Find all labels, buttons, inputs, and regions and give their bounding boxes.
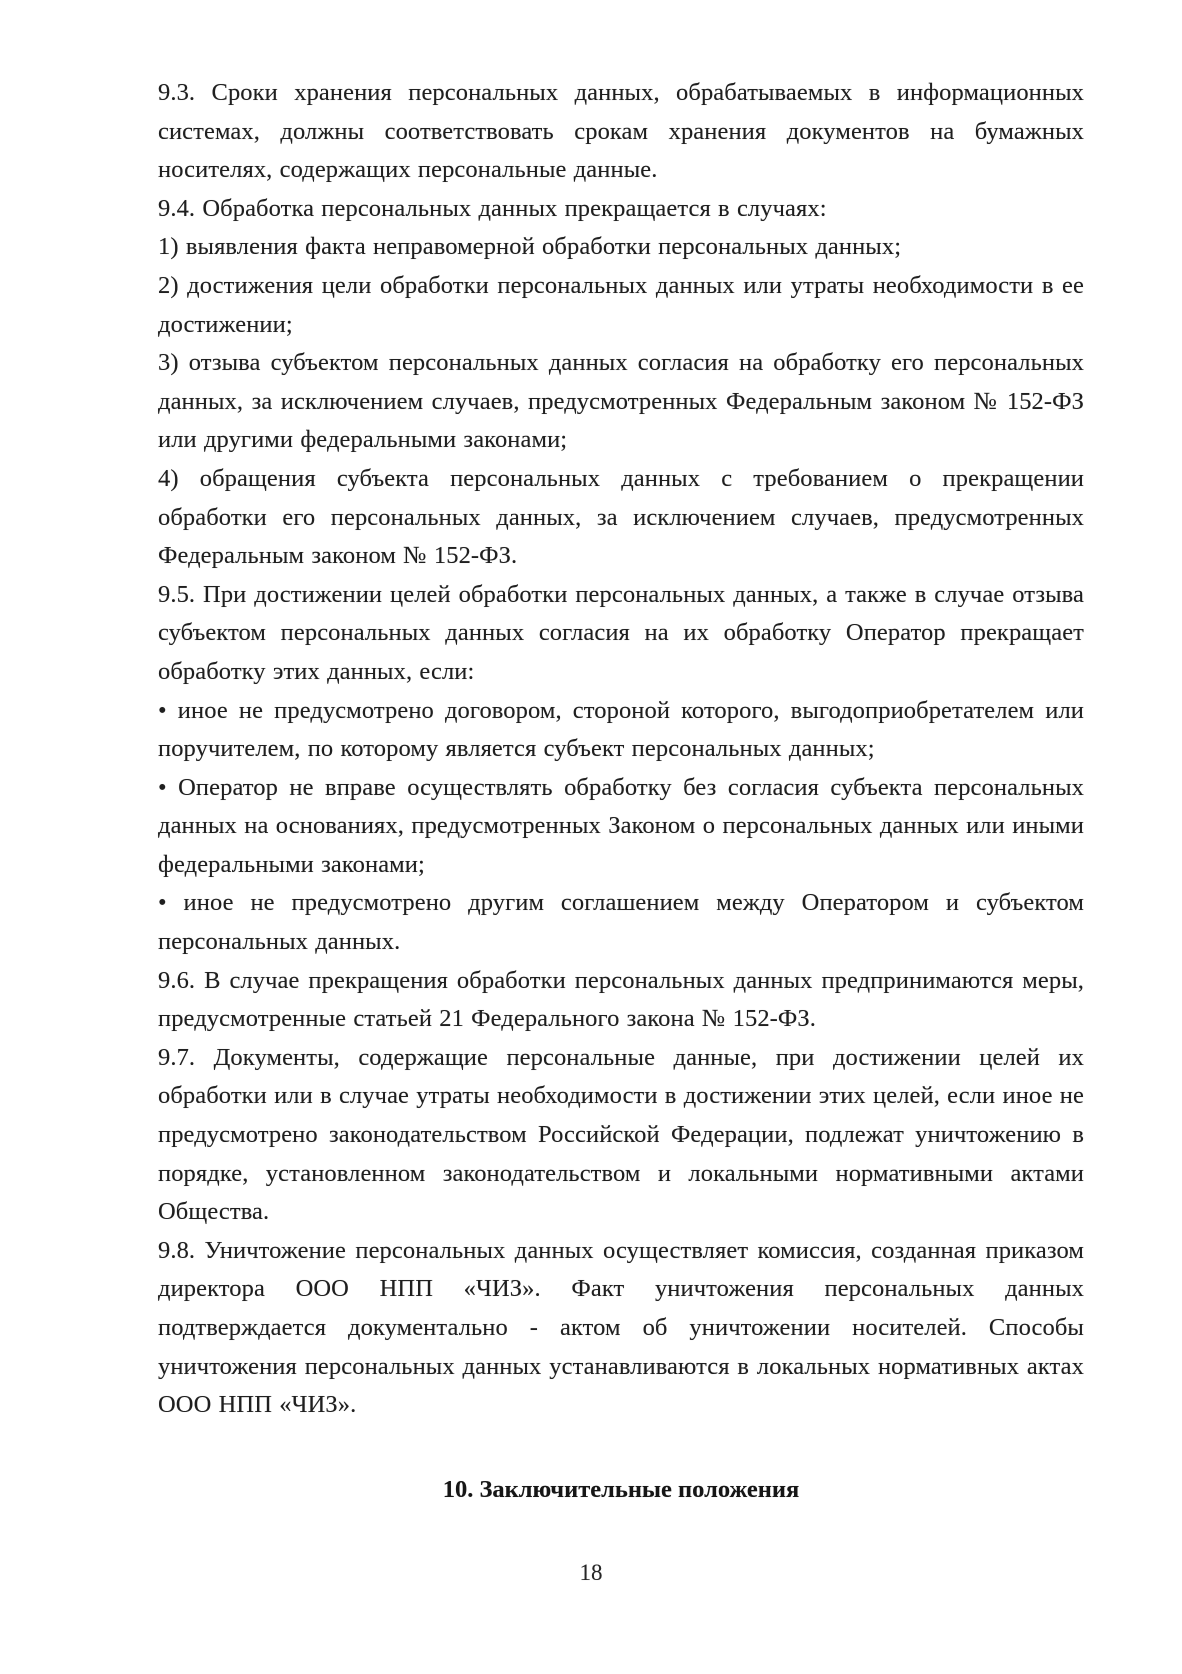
paragraph-9-4-item-2: 2) достижения цели обработки персональных данных или утраты необходимости в ее достижении; <box>158 271 1084 338</box>
paragraph-9-8: 9.8. Уничтожение персональных данных осуществляет комиссия, созданная приказом директора ООО НПП «ЧИЗ». Факт уничтожения персональных данных подтверждается документально - актом об уничтожении носителей. Способы уничтожения персональных данных устанавливаются в локальных нормативных актах ООО НПП «ЧИЗ». <box>158 1236 1084 1419</box>
paragraph-9-5: 9.5. При достижении целей обработки персональных данных, а также в случае отзыва субъектом персональных данных согласия на их обработку Оператор прекращает обработку этих данных, если: <box>158 580 1084 685</box>
document-body <box>158 74 1084 1509</box>
paragraph-9-4-item-1: 1) выявления факта неправомерной обработки персональных данных; <box>158 233 902 261</box>
paragraph-9-4: 9.4. Обработка персональных данных прекращается в случаях: <box>158 194 827 222</box>
paragraph-9-5-bullet-2: • Оператор не вправе осуществлять обработку без согласия субъекта персональных данных на основаниях, предусмотренных Законом о персональных данных или иными федеральными законами; <box>158 773 1084 878</box>
section-heading: 10. Заключительные положения <box>442 1475 800 1503</box>
paragraph-9-4-item-3: 3) отзыва субъектом персональных данных согласия на обработку его персональных данных, за исключением случаев, предусмотренных Федеральным законом № 152-ФЗ или другими федеральными законами; <box>158 349 1084 454</box>
page-number: 18 <box>579 1560 603 1585</box>
paragraph-9-7: 9.7. Документы, содержащие персональные данные, при достижении целей их обработки или в случае утраты необходимости в достижении этих целей, если иное не предусмотрено законодательством Российской Федерации, подлежат уничтожению в порядке, установленном законодательством и локальными нормативными актами Общества. <box>158 1043 1084 1226</box>
paragraph-9-3: 9.3. Сроки хранения персональных данных, обрабатываемых в информационных системах, должны соответствовать срокам хранения документов на бумажных носителях, содержащих персональные данные. <box>158 79 1084 184</box>
paragraph-9-4-item-4: 4) обращения субъекта персональных данных с требованием о прекращении обработки его персональных данных, за исключением случаев, предусмотренных Федеральным законом № 152-ФЗ. <box>158 464 1084 570</box>
paragraph-9-5-bullet-1: • иное не предусмотрено договором, стороной которого, выгодоприобретателем или поручителем, по которому является субъект персональных данных; <box>158 696 1084 763</box>
paragraph-9-5-bullet-3: • иное не предусмотрено другим соглашением между Оператором и субъектом персональных данных. <box>158 889 1084 956</box>
paragraph-9-6: 9.6. В случае прекращения обработки персональных данных предпринимаются меры, предусмотренные статьей 21 Федерального закона № 152-ФЗ. <box>158 966 1084 1033</box>
